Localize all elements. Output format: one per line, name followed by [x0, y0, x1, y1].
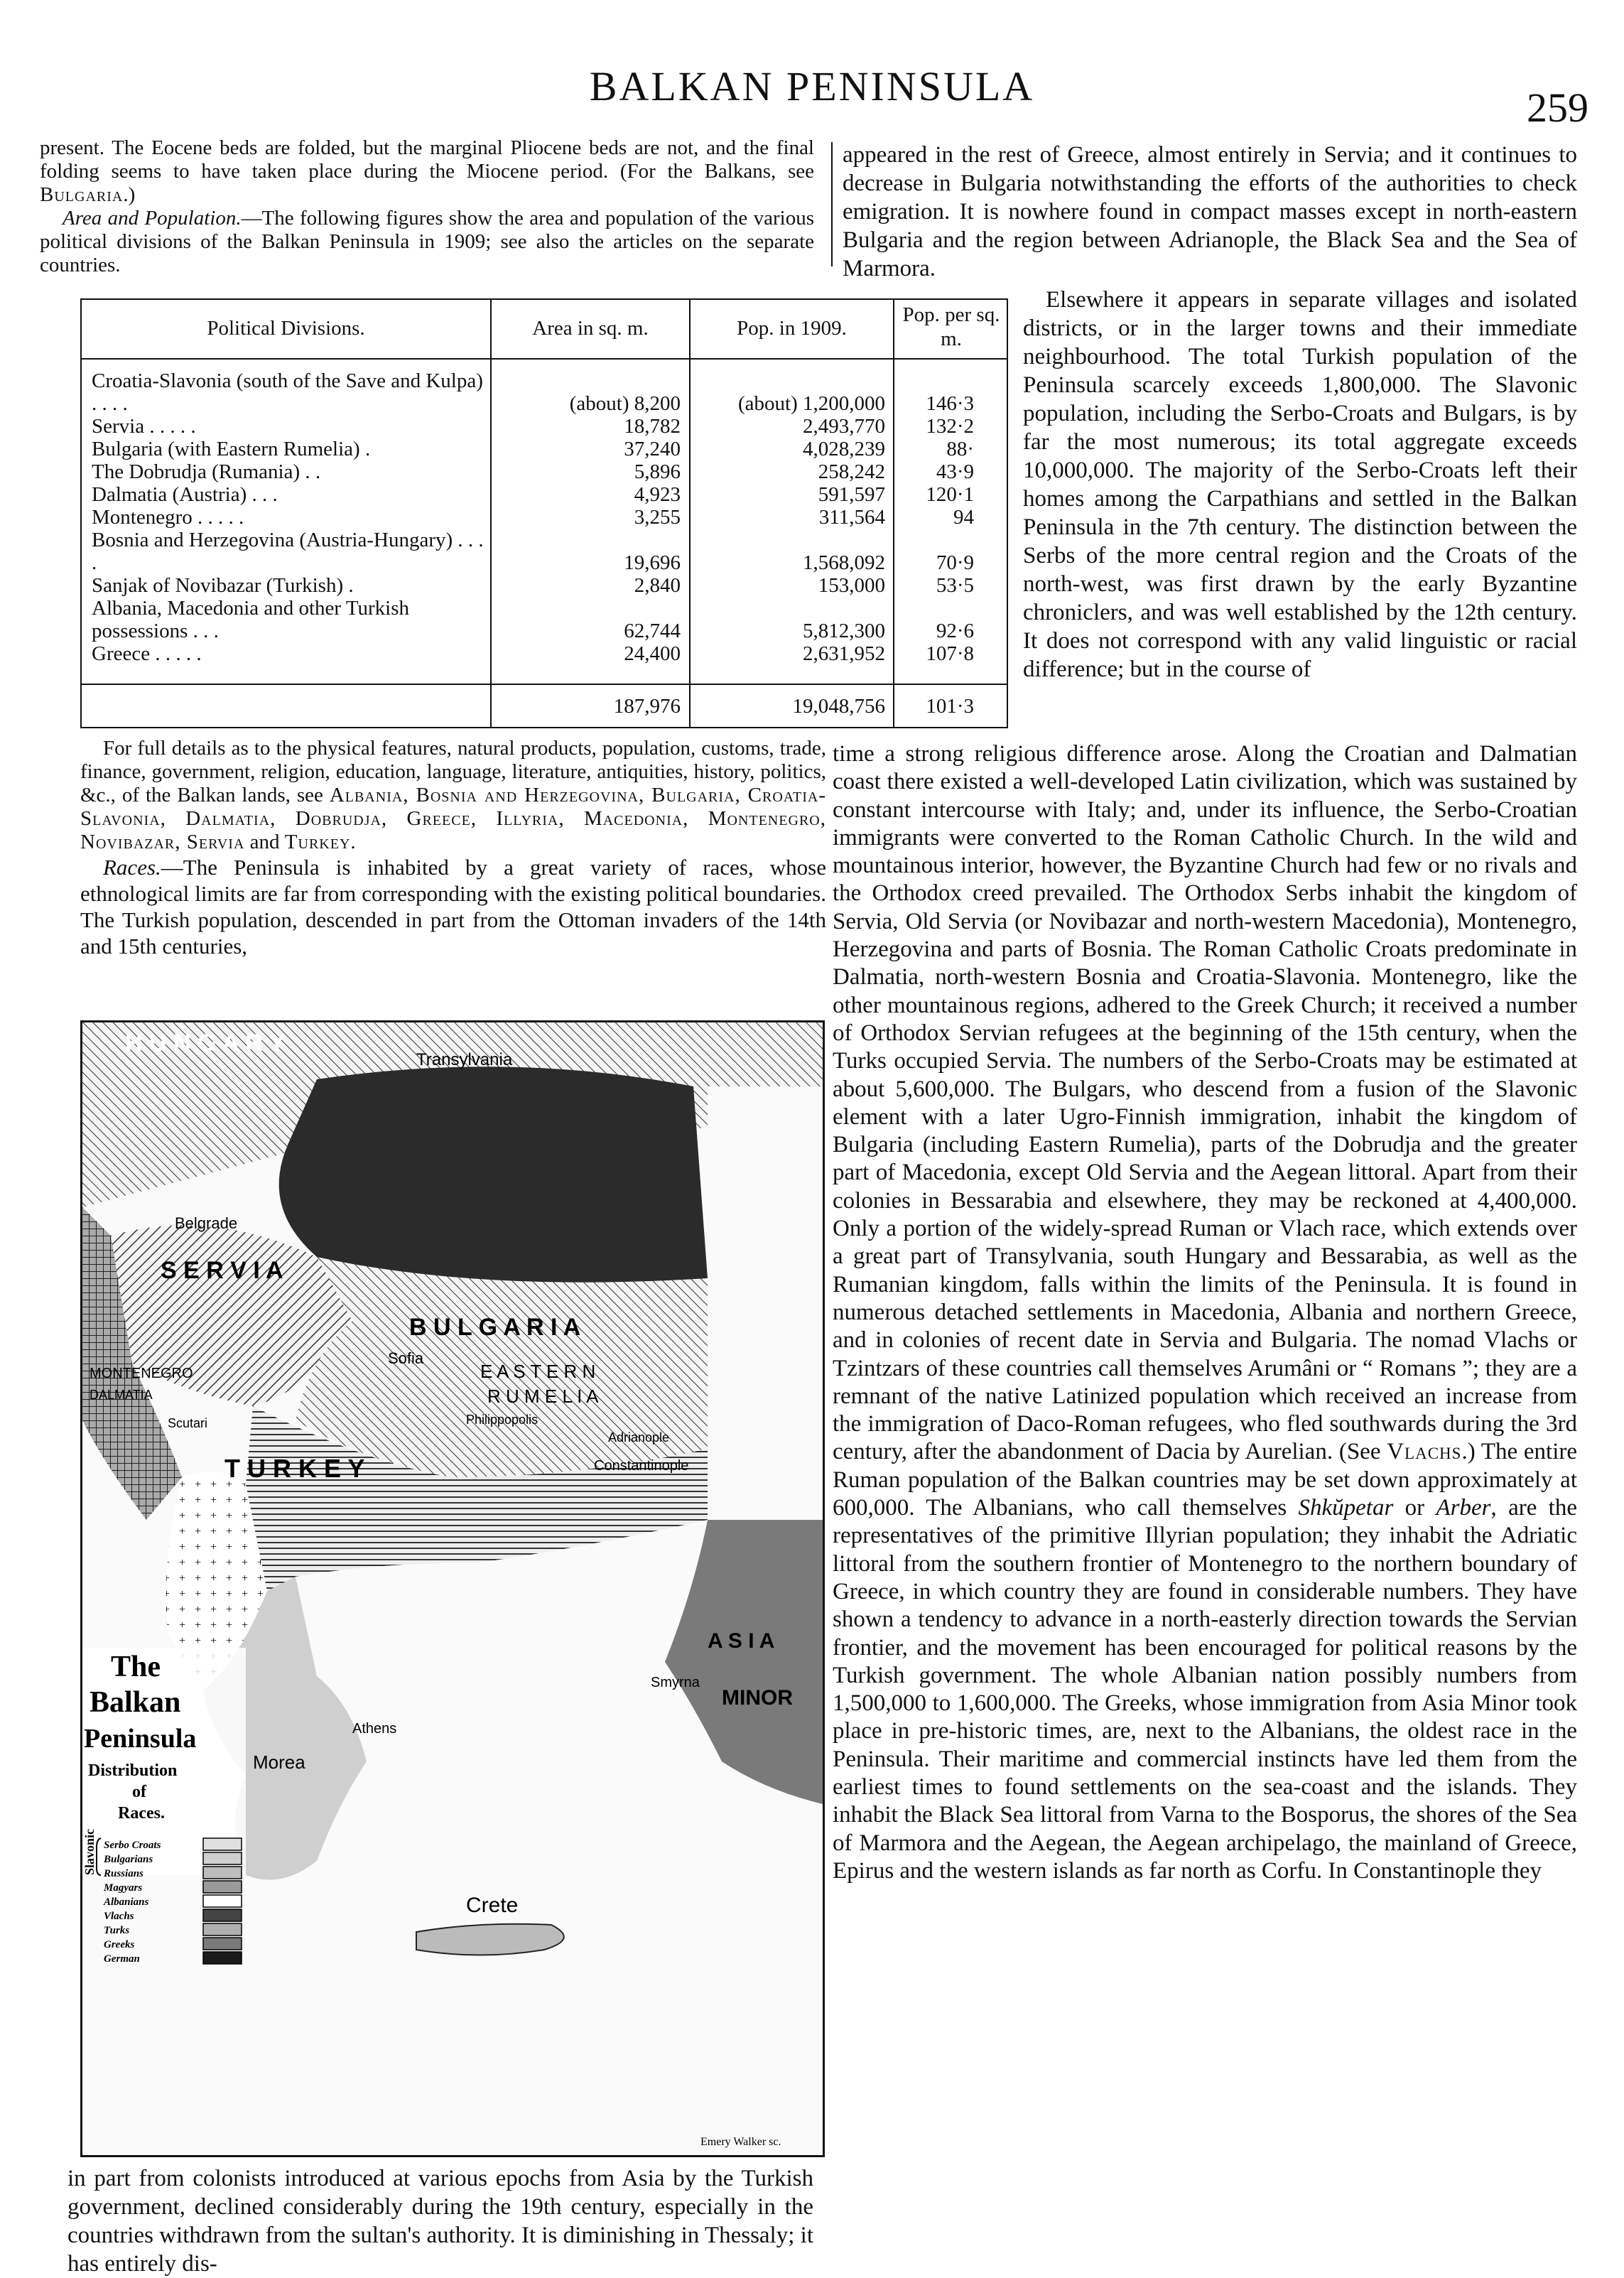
area-cell: 2,840 — [634, 574, 681, 597]
black-sea — [700, 1086, 823, 1491]
right-top — [843, 141, 1577, 283]
area-cell: 37,240 — [624, 438, 681, 460]
pop-cell: 311,564 — [818, 506, 885, 529]
density-cell: 132·2 — [926, 415, 974, 438]
pop-cell: 4,028,239 — [803, 438, 885, 460]
label-sofia: Sofia — [388, 1349, 424, 1367]
right-main-text-c: , are the representatives of the primitive Illyrian population; they inhabit the Adriatic littoral from the southern frontier of Montenegro to the northern boundary of Greece, in which country they are found in considerable numbers. They have shown a tendency to advance in a north-easterly direction towards the Servian frontier, and the movement has been encouraged for political reasons by the Turkish government. The whole Albanian nation possibly numbers from 1,500,000 to 1,600,000. The Greeks, whose immigration from Asia Minor took place in pre-historic times, are, next to the Albanians, the oldest race in the Peninsula. Their maritime and commercial instincts have led them from the earliest times to found settlements on the sea-coast and the islands. They inhabit the Black Sea littoral from Varna to the Bosporus, the shores of the Sea of Marmora and the Aegean, the Aegean archipelago, the mainland of Greece, Epirus and the western islands as far north as Corfu. In Constantinople they — [833, 1495, 1577, 1884]
label-turkey: T U R K E Y — [224, 1454, 365, 1483]
label-servia: S E R V I A — [161, 1257, 283, 1284]
legend-label: Greeks — [104, 1939, 135, 1950]
legend-swatch — [203, 1952, 242, 1964]
map-title-line3: Peninsula — [84, 1724, 197, 1754]
density-cell: 120·1 — [926, 483, 974, 506]
label-dalmatia: DALMATIA — [90, 1388, 153, 1402]
pop-cell: 5,812,300 — [803, 620, 885, 642]
label-scutari: Scutari — [168, 1416, 208, 1430]
label-eastern: E A S T E R N — [480, 1361, 596, 1382]
area-cell: 3,255 — [634, 506, 681, 529]
map-subtitle-line3: Races. — [118, 1804, 165, 1823]
legend-swatch — [203, 1938, 242, 1950]
intro-paragraph — [40, 136, 814, 207]
label-minor: MINOR — [722, 1686, 793, 1710]
label-philippopolis: Philippopolis — [466, 1413, 538, 1427]
table-row: The Dobrudja (Rumania) . . — [92, 460, 321, 483]
intro-end: .) — [123, 183, 136, 206]
map-title-line1: The — [111, 1651, 161, 1683]
label-rumelia: R U M E L I A — [487, 1386, 599, 1407]
total-area: 187,976 — [613, 695, 681, 718]
legend-label: German — [104, 1953, 140, 1965]
balkan-races-map — [80, 1020, 825, 2157]
label-montenegro: MONTENEGRO — [90, 1366, 193, 1381]
pop-cell: 2,493,770 — [803, 415, 885, 438]
details-paragraph — [80, 737, 826, 854]
races-paragraph — [80, 854, 826, 959]
right-main — [833, 740, 1577, 1885]
races-text: —The Peninsula is inhabited by a great variety of races, whose ethnological limits are far from corresponding with the existing political boundaries. The Turkish population, descended in part from the Ottoman invaders of the 14th and 15th centuries, — [80, 855, 826, 959]
pop-cell: 1,568,092 — [803, 551, 885, 574]
label-constantinople: Constantinople — [594, 1458, 689, 1474]
header-density: Pop. per sq. m. — [902, 303, 1000, 350]
ref-vlachs[interactable]: Vlachs — [1387, 1439, 1462, 1465]
details-text: For full details as to the physical features, natural products, population, customs, trade, finance, government, religion, education, language, literature, antiquities, history, politics, &c., of the Balkan lands, see — [80, 737, 826, 806]
page-number: 259 — [1527, 85, 1588, 131]
pop-cell: 2,631,952 — [803, 642, 885, 665]
area-population-paragraph — [40, 207, 814, 277]
label-morea: Morea — [253, 1751, 305, 1773]
area-cell: 19,696 — [624, 551, 681, 574]
ref-turkey[interactable]: Turkey — [284, 831, 351, 853]
area-cell: 4,923 — [634, 483, 681, 506]
right-main-text-b: .) The entire Ruman population of the Balkan countries may be set down approximately at 600,000. The Albanians, who call themselves — [833, 1439, 1578, 1521]
density-cell: 43·9 — [936, 460, 974, 483]
pop-cell: 258,242 — [818, 460, 885, 483]
label-athens: Athens — [352, 1721, 397, 1737]
details-end: . — [350, 831, 356, 853]
table-total-rule — [82, 684, 1007, 685]
table-row — [92, 369, 486, 415]
legend-swatch — [203, 1909, 242, 1921]
legend-swatch — [203, 1881, 242, 1893]
pop-cell: (about) 1,200,000 — [738, 392, 885, 415]
table-row: Albania, Macedonia and other Turkish possessions . . . — [92, 597, 410, 642]
density-cell: 146·3 — [926, 392, 974, 415]
legend-swatch — [203, 1852, 242, 1864]
total-pop: 19,048,756 — [792, 695, 885, 718]
map-title-line2: Balkan — [90, 1686, 181, 1719]
population-table — [80, 298, 1008, 728]
label-smyrna: Smyrna — [651, 1675, 700, 1690]
legend-label: Magyars — [104, 1882, 143, 1894]
area-population-heading: Area and Population. — [63, 207, 242, 230]
legend-label: Vlachs — [104, 1911, 134, 1922]
crete-island — [416, 1924, 564, 1955]
map-subtitle-line1: Distribution — [88, 1761, 178, 1780]
right-main-text-a: time a strong religious difference arose. Along the Croatian and Dalmatian coast there existed a well-developed Latin civilization, which was sustained by constant intercourse with Italy; and, under its influence, the Serbo-Croatian immigrants were converted to the Roman Catholic Church. In the wild and mountainous interior, however, the Byzantine Church had few or no rivals and the Orthodox creed prevailed. The Orthodox Serbs inhabit the kingdom of Servia, Old Servia (or Novibazar and north-western Macedonia), Montenegro, Herzegovina and parts of Bosnia. The Roman Catholic Croats predominate in Dalmatia, north-western Bosnia and Croatia-Slavonia. Montenegro, like the other mountainous regions, adhered to the Greek Church; it received a number of Orthodox Servian refugees at the beginning of the 15th century, when the Turks occupied Servia. The numbers of the Serbo-Croats may be estimated at about 5,600,000. The Bulgars, who descend from a fusion of the Slavonic element with a later Ugro-Finnish immigration, inhabit the kingdom of Bulgaria (including Eastern Rumelia), parts of the Dobrudja and the greater part of Macedonia, except Old Servia and the Aegean littoral. Apart from their colonies in Bessarabia and elsewhere, they may be reckoned at 4,400,000. Only a portion of the widely-spread Ruman or Vlach race, which extends over a great part of Transylvania, south Hungary and Bessarabia, as well as the Rumanian kingdom, falls within the limits of the Peninsula. It is found in numerous detached settlements in Macedonia, Albania and northern Greece, and in colonies of recent date in Servia and Bulgaria. The nomad Vlachs or Tzintzars of these countries call themselves Arumâni or “ Romans ”; they are a remnant of the native Latinized population which received an increase from the immigration of Daco-Roman refugees, who fled southwards during the 3rd century, after the abandonment of Dacia by Aurelian. (See — [833, 741, 1577, 1465]
legend-swatch — [203, 1923, 242, 1936]
left-intro — [40, 136, 814, 277]
header-divisions: Political Divisions. — [207, 317, 365, 340]
label-hungary: H U N G A R Y — [125, 1030, 286, 1057]
ref-bulgaria[interactable]: Bulgaria — [40, 183, 124, 206]
pop-cell: 591,597 — [818, 483, 885, 506]
right-top-paragraph: appeared in the rest of Greece, almost entirely in Servia; and it continues to decrease in Bulgaria notwithstanding the efforts of the authorities to check emigration. It is nowhere found in compact masses except in north-eastern Bulgaria and the region between Adrianople, the Black Sea and the Sea of Marmora. — [843, 142, 1577, 281]
density-cell: 53·5 — [936, 574, 974, 597]
legend-label: Serbo Croats — [104, 1840, 161, 1851]
density-cell: 88· — [946, 438, 974, 460]
table-row: Greece . . . . . — [92, 642, 202, 665]
right-narrow — [1023, 286, 1577, 684]
table-row: Bulgaria (with Eastern Rumelia) . — [92, 438, 371, 460]
legend-swatch — [203, 1895, 242, 1907]
left-after-table — [80, 737, 826, 959]
label-asia: A S I A — [708, 1629, 775, 1653]
map-svg — [82, 1022, 823, 2155]
legend-slavonic-label: Slavonic — [82, 1828, 97, 1875]
density-cell: 70·9 — [936, 551, 974, 574]
legend-swatch — [203, 1867, 242, 1879]
rumania-area — [279, 1067, 708, 1294]
total-density: 101·3 — [926, 695, 974, 718]
label-bulgaria: B U L G A R I A — [409, 1314, 581, 1341]
division-cell: Croatia-Slavonia (south of the Save and Kulpa) . . . . — [92, 369, 483, 415]
area-cell: 62,744 — [624, 620, 681, 642]
legend-label: Russians — [104, 1868, 144, 1879]
legend-label: Albanians — [104, 1896, 149, 1908]
legend-label: Turks — [104, 1925, 130, 1936]
engraver-credit: Emery Walker sc. — [700, 2136, 781, 2148]
intro-text: present. The Eocene beds are folded, but the marginal Pliocene beds are not, and the final folding seems to have taken place during the Miocene period. (For the Balkans, see — [40, 136, 814, 183]
label-crete: Crete — [466, 1894, 519, 1917]
area-cell: 24,400 — [624, 642, 681, 665]
header-population: Pop. in 1909. — [737, 317, 847, 340]
page-title: BALKAN PENINSULA — [589, 63, 1035, 109]
table-header-rule — [82, 358, 1007, 360]
left-bottom — [67, 2164, 813, 2278]
table-row: Montenegro . . . . . — [92, 506, 244, 529]
label-belgrade: Belgrade — [175, 1214, 238, 1232]
density-cell: 107·8 — [926, 642, 974, 665]
table-row: Servia . . . . . — [92, 415, 196, 438]
cross-references[interactable]: Albania, Bosnia and Herzegovina, Bulgaria, Croatia-Slavonia, Dalmatia, Dobrudja, Greece, Illyria, Macedonia, Montenegro, Novibazar, Servia — [80, 784, 827, 853]
details-and: and — [249, 831, 280, 853]
map-subtitle-line2: of — [132, 1783, 146, 1801]
races-heading: Races. — [103, 855, 161, 880]
density-cell: 92·6 — [936, 620, 974, 642]
term-or: or — [1404, 1495, 1425, 1521]
column-rule — [831, 142, 833, 266]
area-cell: 5,896 — [634, 460, 681, 483]
density-cell: 94 — [953, 506, 974, 529]
legend-swatch — [203, 1838, 242, 1850]
header-area: Area in sq. m. — [532, 317, 649, 340]
left-bottom-paragraph: in part from colonists introduced at various epochs from Asia by the Turkish government, declined considerably during the 19th century, especially in the countries withdrawn from the sultan's authority. It is diminishing in Thessaly; it has entirely dis- — [67, 2166, 813, 2277]
label-adrianople: Adrianople — [608, 1430, 670, 1445]
pop-cell: 153,000 — [818, 574, 885, 597]
term-arber: Arber — [1436, 1495, 1491, 1521]
right-main-paragraph — [833, 740, 1577, 1885]
area-population-text: —The following figures show the area and population of the various political divisions of the Balkan Peninsula in 1909; see also the articles on the separate countries. — [40, 207, 814, 276]
area-cell: (about) 8,200 — [569, 392, 681, 415]
table-row: Sanjak of Novibazar (Turkish) . — [92, 574, 354, 597]
area-cell: 18,782 — [624, 415, 681, 438]
table-row: Dalmatia (Austria) . . . — [92, 483, 278, 506]
table-row: Bosnia and Herzegovina (Austria-Hungary) . . . . — [92, 529, 484, 574]
term-shkupetar: Shkŭpetar — [1298, 1495, 1394, 1521]
right-narrow-paragraph: Elsewhere it appears in separate villages and isolated districts, or in the larger towns and their immediate neighbourhood. The total Turkish population of the Peninsula scarcely exceeds 1,800,000. The Slavonic population, including the Serbo-Croats and Bulgars, is by far the most numerous; its total aggregate exceeds 10,000,000. The majority of the Serbo-Croats left their homes among the Carpathians and settled in the Balkan Peninsula in the 7th century. The distinction between the Serbs of the more central region and the Croats of the north-west, was first drawn by the early Byzantine chroniclers, and was well established by the 12th century. It does not correspond with any valid linguistic or racial difference; but in the course of — [1023, 287, 1577, 682]
legend-label: Bulgarians — [104, 1854, 153, 1865]
label-transylvania: Transylvania — [416, 1050, 513, 1069]
